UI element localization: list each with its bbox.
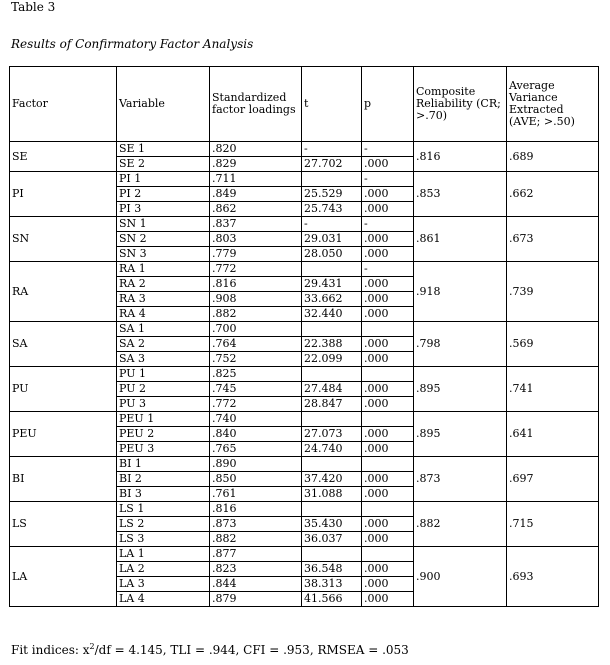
cfa-table bbox=[9, 66, 599, 607]
p-value-cell: .000 bbox=[362, 157, 414, 172]
factor-name: LA bbox=[10, 547, 117, 607]
cr-cell: .798 bbox=[414, 322, 507, 367]
loading-cell: .823 bbox=[210, 562, 302, 577]
variable-cell: LS 1 bbox=[117, 502, 210, 517]
factor-name: PI bbox=[10, 172, 117, 217]
loading-cell: .779 bbox=[210, 247, 302, 262]
p-value-cell: - bbox=[362, 172, 414, 187]
table-row bbox=[10, 142, 599, 157]
p-value-cell: .000 bbox=[362, 352, 414, 367]
t-value-cell bbox=[302, 457, 362, 472]
fit-indices bbox=[11, 642, 409, 657]
loading-cell: .825 bbox=[210, 367, 302, 382]
variable-cell: LA 3 bbox=[117, 577, 210, 592]
variable-cell: PU 2 bbox=[117, 382, 210, 397]
t-value-cell: 37.420 bbox=[302, 472, 362, 487]
t-value-cell: 25.529 bbox=[302, 187, 362, 202]
ave-cell: .741 bbox=[507, 367, 599, 412]
table-row bbox=[10, 322, 599, 337]
variable-cell: SE 2 bbox=[117, 157, 210, 172]
loading-cell: .837 bbox=[210, 217, 302, 232]
cr-cell: .918 bbox=[414, 262, 507, 322]
fit-indices-prefix: Fit indices: x bbox=[11, 643, 90, 657]
loading-cell: .700 bbox=[210, 322, 302, 337]
t-value-cell bbox=[302, 367, 362, 382]
t-value-cell: 28.847 bbox=[302, 397, 362, 412]
p-value-cell: - bbox=[362, 142, 414, 157]
t-value-cell: 27.073 bbox=[302, 427, 362, 442]
p-value-cell bbox=[362, 457, 414, 472]
p-value-cell: .000 bbox=[362, 442, 414, 457]
p-value-cell: .000 bbox=[362, 472, 414, 487]
header-variable: Variable bbox=[117, 67, 210, 142]
loading-cell: .882 bbox=[210, 307, 302, 322]
table-row bbox=[10, 367, 599, 382]
factor-name: PU bbox=[10, 367, 117, 412]
t-value-cell bbox=[302, 547, 362, 562]
p-value-cell: .000 bbox=[362, 307, 414, 322]
variable-cell: LS 3 bbox=[117, 532, 210, 547]
variable-cell: LS 2 bbox=[117, 517, 210, 532]
loading-cell: .844 bbox=[210, 577, 302, 592]
factor-name: BI bbox=[10, 457, 117, 502]
t-value-cell: - bbox=[302, 217, 362, 232]
p-value-cell bbox=[362, 322, 414, 337]
loading-cell: .890 bbox=[210, 457, 302, 472]
p-value-cell bbox=[362, 367, 414, 382]
t-value-cell: 36.037 bbox=[302, 532, 362, 547]
p-value-cell: .000 bbox=[362, 562, 414, 577]
variable-cell: SN 3 bbox=[117, 247, 210, 262]
loading-cell: .803 bbox=[210, 232, 302, 247]
p-value-cell: .000 bbox=[362, 427, 414, 442]
variable-cell: LA 2 bbox=[117, 562, 210, 577]
table-row bbox=[10, 412, 599, 427]
variable-cell: PEU 3 bbox=[117, 442, 210, 457]
p-value-cell: .000 bbox=[362, 517, 414, 532]
header-loadings: Standardized factor loadings bbox=[210, 67, 302, 142]
t-value-cell: 41.566 bbox=[302, 592, 362, 607]
variable-cell: LA 1 bbox=[117, 547, 210, 562]
p-value-cell: .000 bbox=[362, 202, 414, 217]
loading-cell: .761 bbox=[210, 487, 302, 502]
variable-cell: SN 1 bbox=[117, 217, 210, 232]
header-factor: Factor bbox=[10, 67, 117, 142]
loading-cell: .882 bbox=[210, 532, 302, 547]
loading-cell: .877 bbox=[210, 547, 302, 562]
factor-name: LS bbox=[10, 502, 117, 547]
p-value-cell: .000 bbox=[362, 232, 414, 247]
ave-cell: .697 bbox=[507, 457, 599, 502]
ave-cell: .662 bbox=[507, 172, 599, 217]
p-value-cell: .000 bbox=[362, 487, 414, 502]
variable-cell: PI 2 bbox=[117, 187, 210, 202]
t-value-cell: - bbox=[302, 142, 362, 157]
variable-cell: BI 1 bbox=[117, 457, 210, 472]
header-ave: Average Variance Extracted (AVE; >.50) bbox=[507, 67, 599, 142]
header-t: t bbox=[302, 67, 362, 142]
table-row bbox=[10, 262, 599, 277]
loading-cell: .840 bbox=[210, 427, 302, 442]
loading-cell: .873 bbox=[210, 517, 302, 532]
variable-cell: PU 3 bbox=[117, 397, 210, 412]
loading-cell: .745 bbox=[210, 382, 302, 397]
ave-cell: .715 bbox=[507, 502, 599, 547]
t-value-cell: 29.031 bbox=[302, 232, 362, 247]
ave-cell: .569 bbox=[507, 322, 599, 367]
variable-cell: PEU 1 bbox=[117, 412, 210, 427]
t-value-cell: 33.662 bbox=[302, 292, 362, 307]
chi-square-exponent: 2 bbox=[89, 642, 95, 651]
variable-cell: SA 1 bbox=[117, 322, 210, 337]
loading-cell: .752 bbox=[210, 352, 302, 367]
variable-cell: RA 2 bbox=[117, 277, 210, 292]
t-value-cell: 22.388 bbox=[302, 337, 362, 352]
ave-cell: .739 bbox=[507, 262, 599, 322]
loading-cell: .850 bbox=[210, 472, 302, 487]
variable-cell: PI 1 bbox=[117, 172, 210, 187]
t-value-cell bbox=[302, 172, 362, 187]
loading-cell: .711 bbox=[210, 172, 302, 187]
loading-cell: .772 bbox=[210, 397, 302, 412]
header-p: p bbox=[362, 67, 414, 142]
ave-cell: .693 bbox=[507, 547, 599, 607]
p-value-cell bbox=[362, 547, 414, 562]
factor-name: SE bbox=[10, 142, 117, 172]
factor-name: RA bbox=[10, 262, 117, 322]
ave-cell: .641 bbox=[507, 412, 599, 457]
p-value-cell bbox=[362, 502, 414, 517]
t-value-cell: 22.099 bbox=[302, 352, 362, 367]
t-value-cell: 32.440 bbox=[302, 307, 362, 322]
cr-cell: .900 bbox=[414, 547, 507, 607]
t-value-cell bbox=[302, 412, 362, 427]
p-value-cell: .000 bbox=[362, 382, 414, 397]
t-value-cell bbox=[302, 502, 362, 517]
t-value-cell: 24.740 bbox=[302, 442, 362, 457]
p-value-cell: - bbox=[362, 217, 414, 232]
table-row bbox=[10, 457, 599, 472]
ave-cell: .673 bbox=[507, 217, 599, 262]
variable-cell: SA 3 bbox=[117, 352, 210, 367]
loading-cell: .820 bbox=[210, 142, 302, 157]
variable-cell: SE 1 bbox=[117, 142, 210, 157]
t-value-cell bbox=[302, 262, 362, 277]
table-label: Table 3 bbox=[11, 0, 56, 14]
p-value-cell: .000 bbox=[362, 397, 414, 412]
fit-indices-values: /df = 4.145, TLI = .944, CFI = .953, RMSEA = .053 bbox=[94, 643, 409, 657]
p-value-cell: .000 bbox=[362, 292, 414, 307]
p-value-cell: .000 bbox=[362, 592, 414, 607]
cr-cell: .895 bbox=[414, 412, 507, 457]
t-value-cell: 36.548 bbox=[302, 562, 362, 577]
p-value-cell: .000 bbox=[362, 532, 414, 547]
t-value-cell: 27.484 bbox=[302, 382, 362, 397]
loading-cell: .862 bbox=[210, 202, 302, 217]
table-row bbox=[10, 547, 599, 562]
variable-cell: PI 3 bbox=[117, 202, 210, 217]
loading-cell: .908 bbox=[210, 292, 302, 307]
p-value-cell: .000 bbox=[362, 337, 414, 352]
loading-cell: .816 bbox=[210, 277, 302, 292]
variable-cell: PEU 2 bbox=[117, 427, 210, 442]
t-value-cell: 25.743 bbox=[302, 202, 362, 217]
cr-cell: .895 bbox=[414, 367, 507, 412]
header-cr: Composite Reliability (CR; >.70) bbox=[414, 67, 507, 142]
p-value-cell bbox=[362, 412, 414, 427]
p-value-cell: .000 bbox=[362, 247, 414, 262]
table-title: Results of Confirmatory Factor Analysis bbox=[11, 37, 254, 51]
cr-cell: .861 bbox=[414, 217, 507, 262]
t-value-cell: 38.313 bbox=[302, 577, 362, 592]
t-value-cell: 31.088 bbox=[302, 487, 362, 502]
loading-cell: .765 bbox=[210, 442, 302, 457]
variable-cell: SN 2 bbox=[117, 232, 210, 247]
p-value-cell: - bbox=[362, 262, 414, 277]
loading-cell: .879 bbox=[210, 592, 302, 607]
t-value-cell bbox=[302, 322, 362, 337]
factor-name: SN bbox=[10, 217, 117, 262]
table-row bbox=[10, 502, 599, 517]
t-value-cell: 28.050 bbox=[302, 247, 362, 262]
factor-name: SA bbox=[10, 322, 117, 367]
p-value-cell: .000 bbox=[362, 277, 414, 292]
loading-cell: .772 bbox=[210, 262, 302, 277]
loading-cell: .764 bbox=[210, 337, 302, 352]
t-value-cell: 35.430 bbox=[302, 517, 362, 532]
variable-cell: LA 4 bbox=[117, 592, 210, 607]
cr-cell: .816 bbox=[414, 142, 507, 172]
loading-cell: .740 bbox=[210, 412, 302, 427]
t-value-cell: 29.431 bbox=[302, 277, 362, 292]
factor-name: PEU bbox=[10, 412, 117, 457]
loading-cell: .816 bbox=[210, 502, 302, 517]
t-value-cell: 27.702 bbox=[302, 157, 362, 172]
header-row bbox=[10, 67, 599, 142]
table-row bbox=[10, 217, 599, 232]
loading-cell: .849 bbox=[210, 187, 302, 202]
ave-cell: .689 bbox=[507, 142, 599, 172]
variable-cell: SA 2 bbox=[117, 337, 210, 352]
loading-cell: .829 bbox=[210, 157, 302, 172]
variable-cell: BI 2 bbox=[117, 472, 210, 487]
variable-cell: BI 3 bbox=[117, 487, 210, 502]
cr-cell: .873 bbox=[414, 457, 507, 502]
variable-cell: RA 4 bbox=[117, 307, 210, 322]
p-value-cell: .000 bbox=[362, 187, 414, 202]
cr-cell: .853 bbox=[414, 172, 507, 217]
cr-cell: .882 bbox=[414, 502, 507, 547]
p-value-cell: .000 bbox=[362, 577, 414, 592]
table-row bbox=[10, 172, 599, 187]
variable-cell: RA 1 bbox=[117, 262, 210, 277]
variable-cell: PU 1 bbox=[117, 367, 210, 382]
variable-cell: RA 3 bbox=[117, 292, 210, 307]
